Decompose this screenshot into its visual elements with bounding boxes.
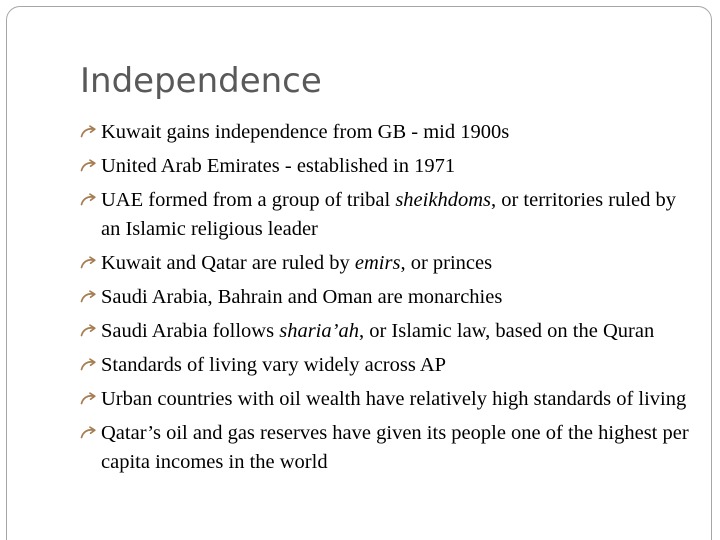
curl-arrow-bullet-icon [80, 324, 96, 338]
bullet-text: Saudi Arabia follows [101, 320, 280, 342]
bullet-item [80, 152, 690, 181]
bullet-item [80, 249, 690, 278]
bullet-text: UAE formed from a group of tribal [101, 189, 396, 211]
curl-arrow-bullet-icon [80, 426, 96, 440]
bullet-term: emirs [354, 252, 401, 274]
bullet-text: Kuwait gains independence from GB - mid 1900s [101, 121, 510, 143]
bullet-text: , or Islamic law, based on the Quran [358, 320, 655, 342]
bullet-text: Standards of living vary widely across AP [101, 354, 447, 376]
curl-arrow-bullet-icon [80, 193, 96, 207]
bullet-text: , or princes [400, 252, 493, 274]
curl-arrow-bullet-icon [80, 159, 96, 173]
bullet-item [80, 385, 690, 414]
bullet-item [80, 419, 690, 477]
curl-arrow-bullet-icon [80, 392, 96, 406]
bullet-text: Urban countries with oil wealth have relatively high standards of living [101, 388, 687, 410]
bullet-item [80, 186, 690, 244]
curl-arrow-bullet-icon [80, 256, 96, 270]
bullet-text: Qatar’s oil and gas reserves have given its people one of the highest per capita incomes in the world [101, 422, 689, 473]
curl-arrow-bullet-icon [80, 290, 96, 304]
bullet-item [80, 118, 690, 147]
slide-title: Independence [80, 61, 322, 101]
bullet-text: Saudi Arabia, Bahrain and Oman are monarchies [101, 286, 503, 308]
bullet-text: United Arab Emirates - established in 1971 [101, 155, 456, 177]
bullet-item [80, 351, 690, 380]
bullet-term: sheikhdoms [395, 189, 491, 211]
curl-arrow-bullet-icon [80, 358, 96, 372]
bullet-list [80, 118, 690, 482]
bullet-text: Kuwait and Qatar are ruled by [101, 252, 355, 274]
bullet-text: , or territories ruled by an Islamic religious leader [101, 189, 676, 240]
bullet-term: sharia’ah [279, 320, 359, 342]
bullet-item [80, 317, 690, 346]
curl-arrow-bullet-icon [80, 125, 96, 139]
bullet-item [80, 283, 690, 312]
